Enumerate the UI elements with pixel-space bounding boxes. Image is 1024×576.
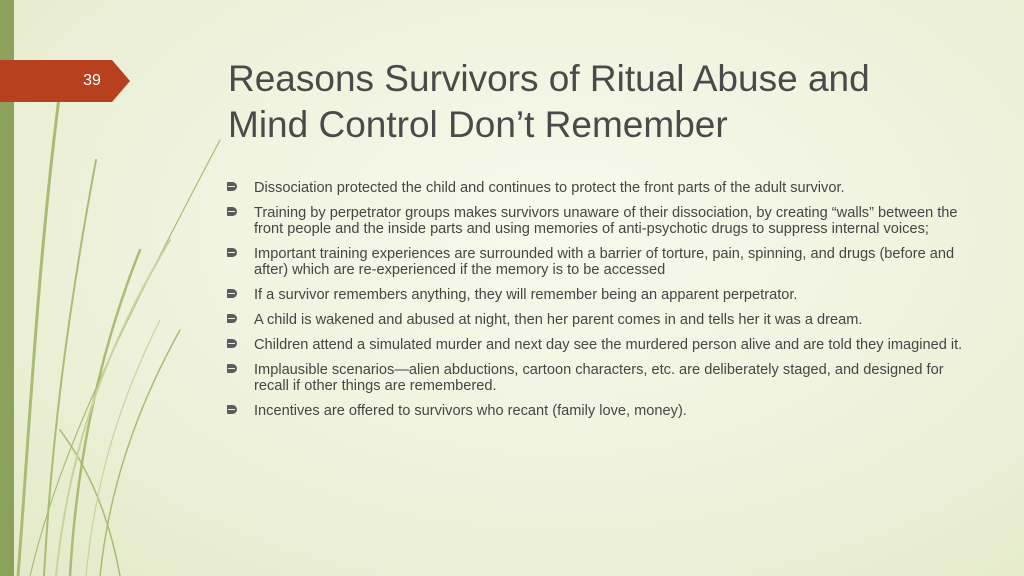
slide-number: 39 <box>83 72 101 89</box>
slide-title <box>228 56 988 148</box>
bullet-text: Important training experiences are surrounded with a barrier of torture, pain, spinning, and drugs (before and after) which are re-experienced if the memory is to be accessed <box>254 246 955 278</box>
arrow-bullet-icon <box>227 339 237 348</box>
bullet-text: Children attend a simulated murder and next day see the murdered person alive and are told they imagined it. <box>254 337 963 353</box>
arrow-bullet-icon <box>227 289 237 298</box>
bullet-text: A child is wakened and abused at night, then her parent comes in and tells her it was a dream. <box>254 312 863 328</box>
bullet-item <box>227 205 967 237</box>
arrow-bullet-icon <box>227 182 237 191</box>
bullet-item <box>227 312 967 328</box>
arrow-bullet-icon <box>227 207 237 216</box>
bullet-item <box>227 180 967 196</box>
arrow-bullet-icon <box>227 314 237 323</box>
bullet-text: Implausible scenarios—alien abductions, cartoon characters, etc. are deliberately staged, and designed for recall if other things are remembered. <box>254 362 944 394</box>
bullet-item <box>227 246 967 278</box>
slide-number-tab <box>0 60 130 102</box>
bullet-text: Dissociation protected the child and continues to protect the front parts of the adult survivor. <box>254 180 845 196</box>
bullet-list <box>227 180 967 428</box>
slide-title-line-2: Mind Control Don’t Remember <box>228 104 728 145</box>
arrow-bullet-icon <box>227 405 237 414</box>
bullet-item <box>227 362 967 394</box>
bullet-text: If a survivor remembers anything, they will remember being an apparent perpetrator. <box>254 287 798 303</box>
slide-title-line-1: Reasons Survivors of Ritual Abuse and <box>228 58 870 99</box>
arrow-bullet-icon <box>227 248 237 257</box>
bullet-item <box>227 403 967 419</box>
bullet-item <box>227 337 967 353</box>
arrow-bullet-icon <box>227 364 237 373</box>
bullet-item <box>227 287 967 303</box>
bullet-text: Incentives are offered to survivors who recant (family love, money). <box>254 403 687 419</box>
bullet-text: Training by perpetrator groups makes survivors unaware of their dissociation, by creating “walls” between the front people and the inside parts and using memories of anti-psychotic drugs to suppress internal voices; <box>254 205 958 237</box>
